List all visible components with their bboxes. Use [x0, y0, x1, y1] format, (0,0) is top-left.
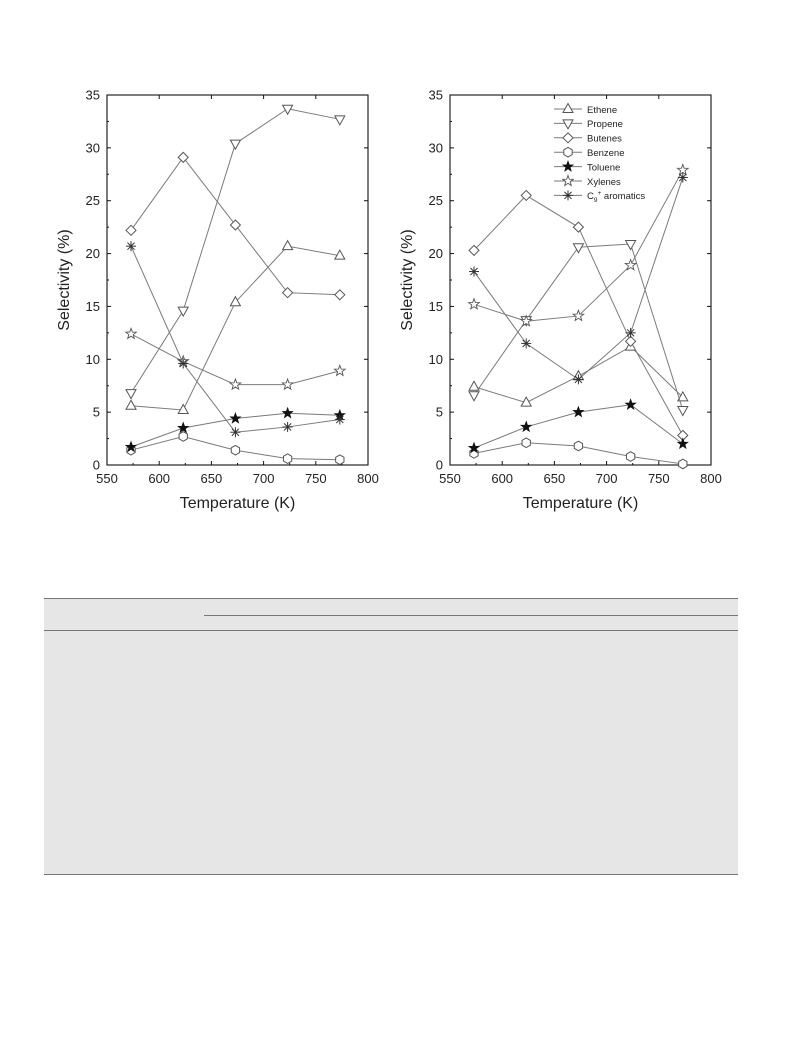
x-axis-label: Temperature (K) [522, 495, 639, 512]
series-ethene [469, 341, 688, 406]
legend-item [554, 161, 620, 173]
data-point [230, 140, 240, 149]
series-butenes [126, 152, 345, 299]
legend-label: Benzene [587, 148, 625, 159]
y-tick-label: 10 [85, 351, 100, 367]
x-tick-label: 800 [700, 471, 722, 486]
y-tick-label: 5 [435, 404, 443, 420]
x-tick-label: 700 [595, 471, 618, 486]
data-point [230, 220, 240, 230]
data-point [283, 241, 293, 250]
data-point [126, 390, 136, 399]
data-point [573, 374, 583, 384]
data-point [178, 359, 188, 369]
x-tick-label: 550 [439, 471, 461, 486]
y-axis-label: Selectivity (%) [399, 229, 416, 331]
legend-item [554, 175, 621, 187]
y-tick-label: 15 [428, 298, 443, 314]
x-tick-label: 650 [543, 471, 566, 486]
legend-item [554, 147, 625, 159]
y-tick-label: 25 [85, 193, 100, 209]
legend-label: Propene [587, 119, 623, 131]
legend-item [554, 104, 617, 116]
y-tick-label: 30 [428, 140, 443, 156]
data-point [678, 172, 688, 182]
data-point [573, 407, 584, 417]
x-tick-label: 750 [647, 471, 670, 486]
data-point [126, 241, 136, 251]
y-tick-label: 20 [428, 246, 443, 262]
data-point [178, 152, 188, 162]
data-point [283, 422, 293, 432]
data-point [626, 241, 636, 250]
x-tick-label: 600 [491, 471, 514, 486]
series-ethene [126, 241, 345, 414]
y-tick-label: 0 [92, 457, 100, 473]
series-line [474, 244, 683, 410]
data-point [573, 222, 583, 232]
data-point [626, 452, 634, 462]
data-point [178, 422, 189, 432]
x-tick-label: 700 [252, 471, 275, 486]
data-point [469, 381, 479, 390]
y-tick-label: 15 [85, 298, 100, 314]
x-tick-label: 550 [96, 471, 118, 486]
data-point [230, 413, 241, 423]
data-point [469, 299, 480, 309]
y-tick-label: 5 [92, 404, 100, 420]
legend-marker [563, 133, 573, 143]
data-point [179, 432, 187, 442]
empty-table-panel [44, 598, 738, 875]
y-tick-label: 20 [85, 246, 100, 262]
data-point [521, 421, 532, 431]
x-tick-label: 650 [200, 471, 223, 486]
legend [554, 104, 645, 205]
x-tick-label: 600 [148, 471, 171, 486]
x-tick-label: 800 [357, 471, 379, 486]
data-point [336, 455, 344, 465]
data-point [126, 225, 136, 235]
data-point [626, 328, 636, 338]
data-point [469, 392, 479, 401]
data-point [178, 405, 188, 414]
data-point [469, 267, 479, 277]
y-tick-label: 30 [85, 140, 100, 156]
data-point [283, 454, 291, 464]
data-point [574, 441, 582, 451]
series-line [474, 177, 683, 379]
series-c9-aromatics [469, 172, 688, 384]
y-tick-label: 35 [85, 87, 100, 103]
legend-item [554, 133, 622, 145]
y-tick-label: 0 [435, 457, 443, 473]
legend-marker [564, 147, 572, 157]
data-point [178, 307, 188, 316]
data-point [282, 408, 293, 418]
table-header-rule [204, 615, 738, 616]
y-tick-label: 35 [428, 87, 443, 103]
series-propene [469, 241, 688, 416]
y-tick-label: 25 [428, 193, 443, 209]
legend-marker [563, 120, 573, 129]
data-point [677, 438, 688, 448]
x-axis-label: Temperature (K) [179, 495, 296, 512]
table-header-divider [44, 630, 738, 631]
data-point [334, 365, 345, 375]
legend-item [554, 190, 645, 204]
data-point [335, 415, 345, 425]
legend-marker [563, 104, 573, 113]
plot-frame [450, 95, 711, 465]
y-tick-label: 10 [428, 351, 443, 367]
legend-marker [563, 161, 574, 171]
series-xylenes [126, 328, 345, 389]
data-point [230, 379, 241, 389]
legend-label: Toluene [587, 162, 621, 174]
data-point [126, 328, 137, 338]
data-point [679, 459, 687, 469]
data-point [522, 438, 530, 448]
series-propene [126, 105, 345, 398]
chart-right [399, 88, 722, 513]
data-point [678, 407, 688, 416]
data-point [335, 290, 345, 300]
data-point [230, 427, 240, 437]
data-point [126, 400, 136, 409]
data-point [283, 288, 293, 298]
legend-marker [563, 190, 573, 200]
chart-left [56, 88, 379, 513]
series-line [131, 334, 340, 385]
data-point [231, 445, 239, 455]
legend-label: Xylenes [587, 176, 621, 188]
x-tick-label: 750 [304, 471, 327, 486]
legend-marker [563, 175, 574, 185]
data-point [521, 338, 531, 348]
legend-label: $C_9^+$ aromatics [587, 190, 646, 205]
data-point [335, 116, 345, 125]
y-axis-label: Selectivity (%) [56, 229, 73, 331]
legend-label: Butenes [587, 133, 622, 145]
legend-label: Ethene [587, 104, 618, 116]
legend-item [554, 119, 623, 130]
data-point [282, 379, 293, 389]
series-line [131, 246, 340, 432]
